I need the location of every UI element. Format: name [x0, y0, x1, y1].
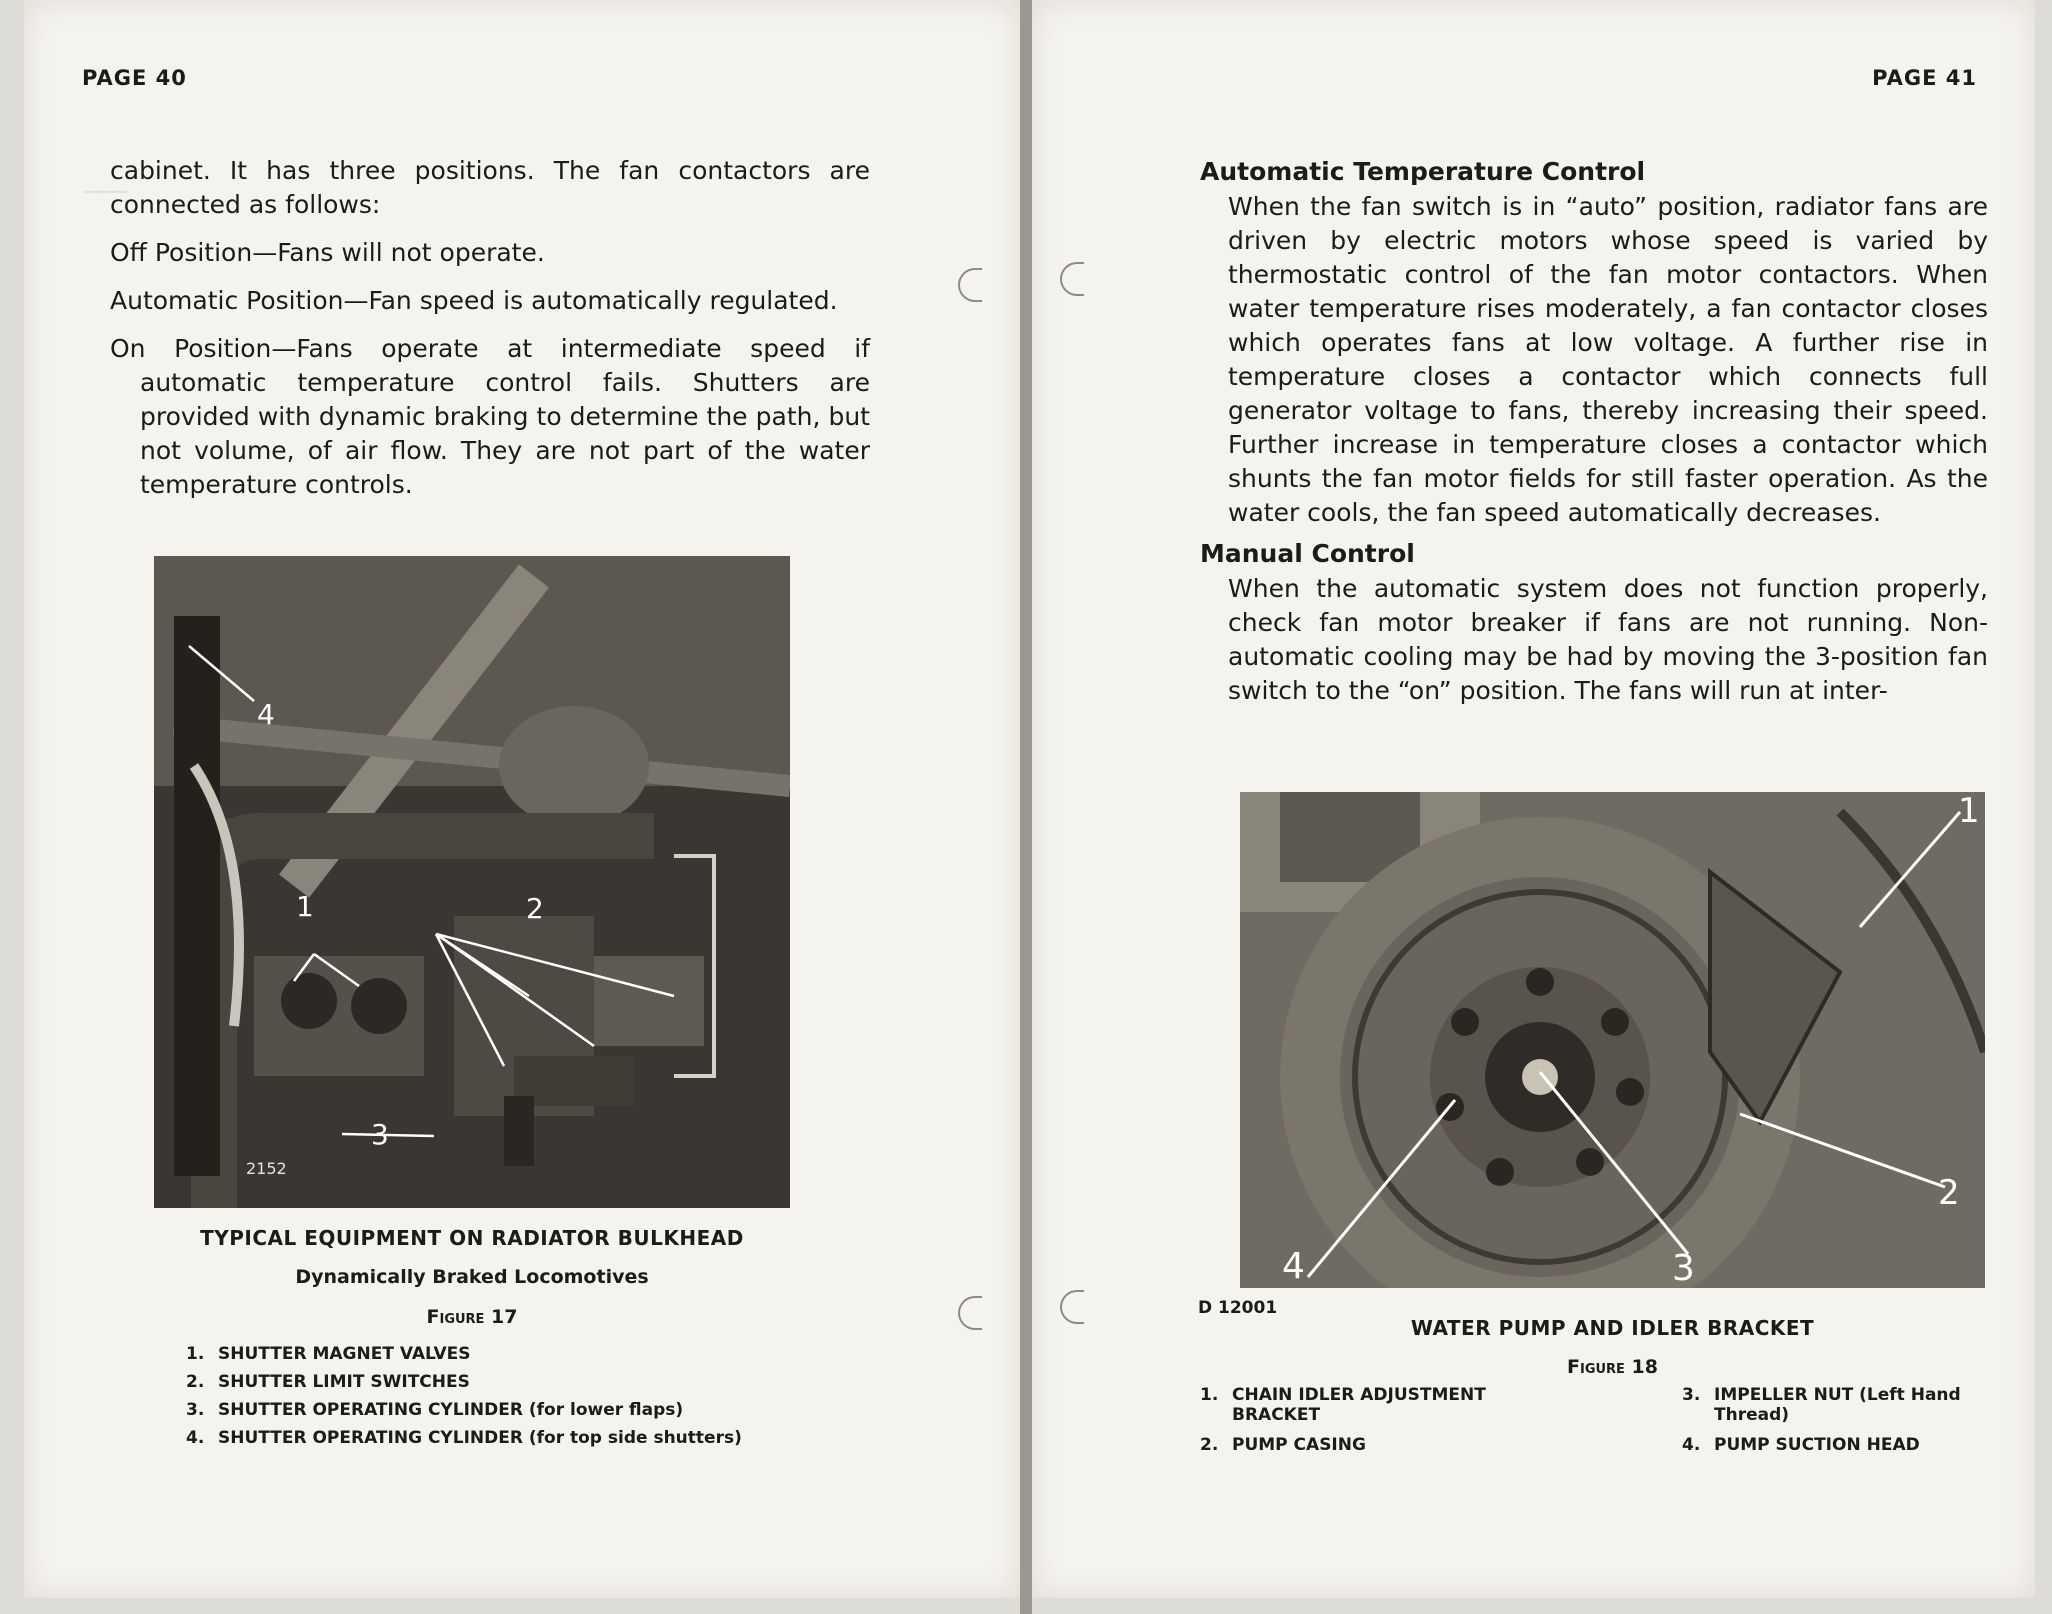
legend-item: 2. SHUTTER LIMIT SWITCHES: [186, 1372, 470, 1392]
callout-1: 1: [296, 890, 314, 923]
figure-legend-right: [1682, 1385, 2002, 1455]
figure-title: WATER PUMP AND IDLER BRACKET: [1410, 1316, 1815, 1340]
legend-item: 1. CHAIN IDLER ADJUSTMENT BRACKET: [1200, 1385, 1486, 1425]
photo-code: 2152: [246, 1159, 287, 1178]
legend-item: 3. IMPELLER NUT (Left Hand Thread): [1682, 1385, 1961, 1425]
left-body-text: [110, 154, 870, 502]
callout-4: 4: [1282, 1246, 1305, 1287]
legend-item: 3. SHUTTER OPERATING CYLINDER (for lower flaps): [186, 1400, 684, 1420]
callout-2: 2: [526, 892, 544, 925]
figure-legend: [186, 1340, 886, 1452]
paragraph: cabinet. It has three positions. The fan contactors are connected as follows:: [110, 156, 870, 219]
figure-label: Figure 18: [1567, 1356, 1658, 1378]
section-paragraph: When the automatic system does not function properly, check fan motor breaker if fans are not running. Non-automatic cooling may be had by moving the 3-position fan switch to the “on” position. The fans will run at inter-: [1228, 574, 1988, 705]
left-page: [24, 0, 1020, 1598]
figure-legend-left: [1200, 1385, 1530, 1455]
callout-3: 3: [1672, 1248, 1695, 1288]
binder-hole-mark: [1060, 1290, 1084, 1324]
binder-hole-mark: [958, 268, 982, 302]
figure-18-photo: [1240, 792, 1985, 1288]
figure-label: Figure 17: [426, 1306, 518, 1328]
section-heading: Automatic Temperature Control: [1200, 157, 1646, 186]
book-gutter: [1020, 0, 1032, 1614]
figure-title: TYPICAL EQUIPMENT ON RADIATOR BULKHEAD: [200, 1226, 744, 1250]
right-page: [1032, 0, 2035, 1598]
legend-item: 4. SHUTTER OPERATING CYLINDER (for top side shutters): [186, 1428, 742, 1448]
section-paragraph: When the fan switch is in “auto” position, radiator fans are driven by electric motors whose speed is varied by thermostatic control of the fan motor contactors. When water temperature rises moderately, a fan contactor closes which operates fans at low voltage. A further rise in temperature closes a contactor which connects full generator voltage to fans, thereby increasing their speed. Further increase in temperature closes a contactor which shunts the fan motor fields for still faster operation. As the water cools, the fan speed automatically decreases.: [1228, 192, 1988, 527]
callout-1: 1: [1958, 792, 1980, 831]
photo-code: D 12001: [1198, 1298, 1278, 1318]
page-number: PAGE 40: [82, 66, 187, 90]
legend-item: 2. PUMP CASING: [1200, 1435, 1366, 1455]
binder-hole-mark: [958, 1296, 982, 1330]
paragraph: Off Position—Fans will not operate.: [110, 238, 545, 267]
legend-item: 4. PUMP SUCTION HEAD: [1682, 1435, 1920, 1455]
section-heading: Manual Control: [1200, 539, 1415, 568]
callout-3: 3: [371, 1118, 389, 1151]
figure-17-photo: [154, 556, 790, 1208]
bleed-through-shadow: ───: [84, 178, 128, 206]
legend-item: 1. SHUTTER MAGNET VALVES: [186, 1344, 471, 1364]
paragraph: Automatic Position—Fan speed is automatically regulated.: [110, 286, 838, 315]
callout-2: 2: [1938, 1173, 1960, 1213]
bulkhead-equipment-illustration: [154, 556, 790, 1208]
page-number: PAGE 41: [1872, 66, 1977, 90]
right-body-text: [1200, 154, 1988, 708]
figure-subtitle: Dynamically Braked Locomotives: [295, 1266, 649, 1288]
binder-hole-mark: [1060, 262, 1084, 296]
paragraph: On Position—Fans operate at intermediate speed if automatic temperature control fails. Shutters are provided with dynamic braking to determine the path, but not volume, of air flow. They are not part of the water temperature controls.: [110, 334, 870, 499]
water-pump-illustration: [1240, 792, 1985, 1288]
callout-4: 4: [257, 698, 275, 731]
